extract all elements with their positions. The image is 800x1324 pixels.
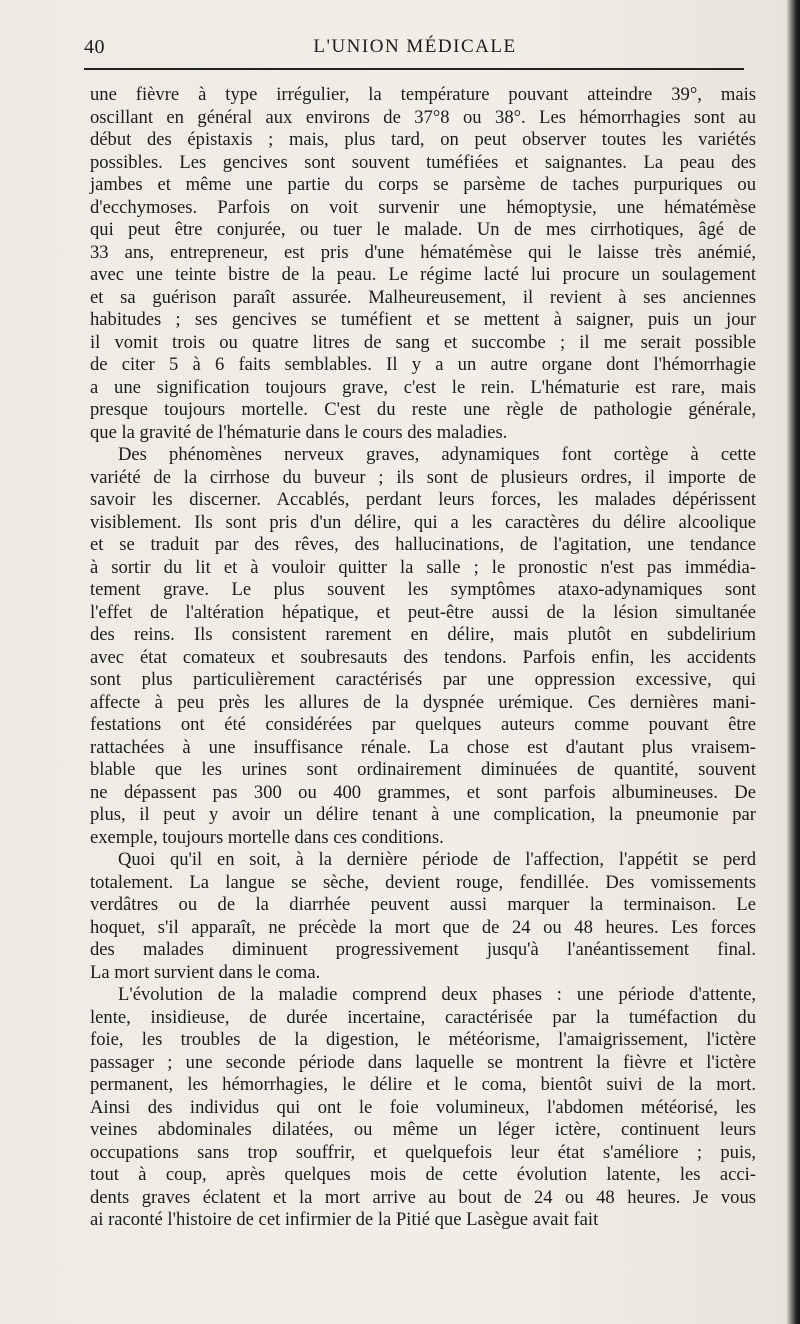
text-line: foie, les troubles de la digestion, le météorisme, l'amaigrissement, l'ictère	[90, 1029, 756, 1050]
text-line: et se traduit par des rêves, des hallucinations, de l'agitation, une tendance	[90, 534, 756, 555]
text-line: avec une teinte bistre de la peau. Le régime lacté lui procure un soulagement	[90, 264, 756, 285]
text-line: savoir les discerner. Accablés, perdant leurs forces, les malades dépérissent	[90, 489, 756, 510]
text-line: plus, il peut y avoir un délire tenant à une complication, la pneumonie par	[90, 804, 756, 825]
text-line: que la gravité de l'hématurie dans le cours des maladies.	[90, 421, 508, 443]
text-line: oscillant en général aux environs de 37°8 ou 38°. Les hémorrhagies sont au	[90, 106, 756, 128]
text-line: 33 ans, entrepreneur, est pris d'une hématémèse qui le laisse très anémié,	[90, 241, 756, 263]
text-line: Quoi qu'il en soit, à la dernière période de l'affection, l'appétit se perd	[118, 849, 756, 870]
text-line: qui peut être conjurée, ou tuer le malade. Un de mes cirrhotiques, âgé de	[90, 219, 756, 240]
text-line: occupations sans trop souffrir, et quelquefois leur état s'améliore ; puis,	[90, 1141, 756, 1163]
text-line: variété de la cirrhose du buveur ; ils sont de plusieurs ordres, il importe de	[90, 466, 756, 488]
page-edge-shadow	[786, 0, 800, 1324]
text-line: d'ecchymoses. Parfois on voit survenir une hémoptysie, une hématémèse	[90, 196, 756, 218]
text-line: visiblement. Ils sont pris d'un délire, qui a les caractères du délire alcoolique	[90, 511, 756, 533]
page-header	[84, 36, 746, 64]
text-line: dents graves éclatent et la mort arrive au bout de 24 ou 48 heures. Je vous	[90, 1186, 756, 1208]
text-line: permanent, les hémorrhagies, le délire et le coma, bientôt suivi de la mort.	[90, 1074, 756, 1095]
text-line: hoquet, s'il apparaît, ne précède la mort que de 24 ou 48 heures. Les forces	[90, 916, 756, 938]
text-line: début des épistaxis ; mais, plus tard, on peut observer toutes les variétés	[90, 129, 756, 150]
text-line: lente, insidieuse, de durée incertaine, caractérisée par la tuméfaction du	[90, 1006, 756, 1028]
text-line: il vomit trois ou quatre litres de sang et succombe ; il me serait possible	[90, 331, 756, 353]
text-line: passager ; une seconde période dans laquelle se montrent la fièvre et l'ictère	[90, 1051, 756, 1073]
text-line: ai raconté l'histoire de cet infirmier de la Pitié que Lasègue avait fait	[90, 1209, 599, 1230]
text-line: à sortir du lit et à vouloir quitter la salle ; le pronostic n'est pas immédia-	[90, 556, 756, 578]
body-text	[90, 84, 756, 1232]
text-line: tement grave. Le plus souvent les symptômes ataxo-adynamiques sont	[90, 579, 756, 600]
text-line: tout à coup, après quelques mois de cette évolution latente, les acci-	[90, 1164, 756, 1185]
text-line: Des phénomènes nerveux graves, adynamiques font cortège à cette	[118, 444, 756, 465]
text-line: festations ont été considérées par quelques auteurs comme pouvant être	[90, 714, 756, 735]
text-line: de citer 5 à 6 faits semblables. Il y a un autre organe dont l'hémorrhagie	[90, 354, 756, 375]
text-line: sont plus particulièrement caractérisés par une oppression excessive, qui	[90, 669, 756, 690]
page-number: 40	[84, 36, 105, 58]
text-line: verdâtres ou de la diarrhée peuvent aussi marquer la terminaison. Le	[90, 894, 756, 915]
text-line: La mort survient dans le coma.	[90, 961, 321, 983]
header-rule	[84, 68, 744, 70]
text-line: totalement. La langue se sèche, devient rouge, fendillée. Des vomissements	[90, 871, 756, 893]
paragraph-3	[90, 849, 756, 984]
text-line: ne dépassent pas 300 ou 400 grammes, et sont parfois albumineuses. De	[90, 781, 756, 803]
paragraph-2	[90, 444, 756, 849]
text-line: avec état comateux et soubresauts des tendons. Parfois enfin, les accidents	[90, 646, 756, 668]
text-line: exemple, toujours mortelle dans ces conditions.	[90, 826, 444, 848]
paragraph-1	[90, 84, 756, 444]
text-line: L'évolution de la maladie comprend deux phases : une période d'attente,	[118, 984, 756, 1005]
text-line: blable que les urines sont ordinairement diminuées de quantité, souvent	[90, 759, 756, 780]
text-line: rattachées à une insuffisance rénale. La chose est d'autant plus vraisem-	[90, 736, 756, 758]
text-line: jambes et même une partie du corps se parsème de taches purpuriques ou	[90, 174, 756, 195]
text-line: possibles. Les gencives sont souvent tuméfiées et saignantes. La peau des	[90, 151, 756, 173]
text-line: Ainsi des individus qui ont le foie volumineux, l'abdomen météorisé, les	[90, 1096, 756, 1118]
text-line: habitudes ; ses gencives se tuméfient et se mettent à saigner, puis un jour	[90, 309, 756, 330]
text-line: des malades diminuent progressivement jusqu'à l'anéantissement final.	[90, 939, 756, 960]
text-line: une fièvre à type irrégulier, la température pouvant atteindre 39°, mais	[90, 84, 756, 105]
text-line: des reins. Ils consistent rarement en délire, mais plutôt en subdelirium	[90, 624, 756, 645]
text-line: affecte à peu près les allures de la dyspnée urémique. Ces dernières mani-	[90, 691, 756, 713]
text-line: l'effet de l'altération hépatique, et peut-être aussi de la lésion simultanée	[90, 601, 756, 623]
paragraph-4	[90, 984, 756, 1232]
text-line: et sa guérison paraît assurée. Malheureusement, il revient à ses anciennes	[90, 286, 756, 308]
text-line: presque toujours mortelle. C'est du reste une règle de pathologie générale,	[90, 399, 756, 420]
running-title: L'UNION MÉDICALE	[313, 36, 517, 57]
text-line: a une signification toujours grave, c'est le rein. L'hématurie est rare, mais	[90, 376, 756, 398]
text-line: veines abdominales dilatées, ou même un léger ictère, continuent leurs	[90, 1119, 756, 1140]
